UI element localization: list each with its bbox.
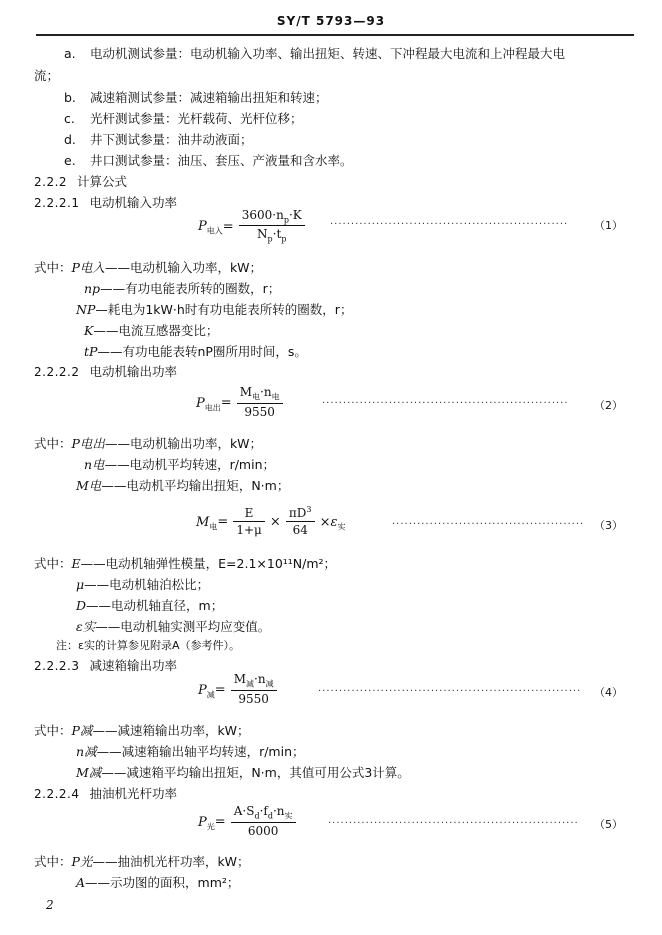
item-b [64,88,328,106]
eq1-leader: ························································· [330,219,569,230]
where1-row-2: NP—耗电为1kW·h时有功电能表所转的圈数，r； [76,302,353,317]
section-2-2-2-2: 2.2.2.2 电动机输出功率 [34,364,177,379]
item-b-label: b. [64,90,76,105]
where-label: 式中： [34,260,72,275]
equation-2: $P_{电出}=$ $\frac{M_电\cdot n_电}{9550}$ [196,385,283,419]
section-2-2-2-4: 2.2.2.4 抽油机光杆功率 [34,786,177,801]
item-b-text: 减速箱测试参量：减速箱输出扭矩和转速； [90,90,328,105]
where5-row-0: 式中：P光——抽油机光杆功率，kW； [34,854,250,869]
eq1-fraction: $\frac{3600\cdot n_p\cdot K}{N_p\cdot t_p}$ [239,208,305,244]
where1-row-4: tP——有功电能表转nP圈所用时间，s。 [84,344,307,359]
where1-row-1: np——有功电能表所转的圈数，r； [84,281,281,296]
section-2-2-2-3: 2.2.2.3 减速箱输出功率 [34,658,177,673]
equation-1: $P_{电入}=$ $\frac{3600\cdot n_p\cdot K}{N_p\cdot t_p}$ [198,208,305,244]
eq2-leader: ··························································· [322,398,569,409]
note-3: 注：ε实的计算参见附录A（参考件）。 [56,639,240,652]
item-c-text: 光杆测试参量：光杆载荷、光杆位移； [90,111,303,126]
where1-desc: ——电动机输入功率，kW； [104,260,263,275]
equation-4: $P_减=$ $\frac{M_减\cdot n_减}{9550}$ [198,672,277,706]
where2-row-2: M电——电动机平均输出扭矩，N·m； [76,478,290,493]
equation-5: $P_光=$ $\frac{A\cdot S_d\cdot f_d\cdot n_实}{6000}$ [198,804,296,838]
eq5-leader: ···························································· [328,818,579,829]
item-a-label: a. [64,46,76,61]
section-title: 电动机输入功率 [89,195,177,210]
section-2-2-2 [34,172,127,190]
eq1-number: （1） [594,219,623,232]
eq2-number: （2） [594,399,623,412]
where5-row-1: A——示功图的面积，mm²； [76,875,240,890]
where2-row-1: n电——电动机平均转速，r/min； [84,457,275,472]
item-d [64,130,253,148]
where4-row-2: M减——减速箱平均输出扭矩，N·m，其值可用公式3计算。 [76,765,410,780]
where3-row-2: D——电动机轴直径，m； [76,598,224,613]
item-e-label: e. [64,153,76,168]
where3-row-1: μ——电动机轴泊松比； [76,577,210,592]
where1-row-3: K——电流互感器变比； [84,323,219,338]
section-number: 2.2.2.1 [34,196,80,210]
item-d-label: d. [64,132,76,147]
page-number: 2 [46,898,54,912]
item-a [64,44,565,62]
eq4-leader: ······························································· [318,686,582,697]
eq3-number: （3） [594,519,623,532]
section-number: 2.2.2 [34,175,68,189]
where4-row-0: 式中：P减——减速箱输出功率，kW； [34,723,250,738]
where1-row-0 [34,258,262,276]
header-rule [36,34,634,36]
item-c-label: c. [64,111,75,126]
eq1-lhs: $P_{电入}$ [198,219,223,236]
eq4-number: （4） [594,686,623,699]
where3-row-3: ε实——电动机轴实测平均应变值。 [76,619,271,634]
item-d-text: 井下测试参量：油井动液面； [90,132,253,147]
where1-sym: P电入 [71,260,105,275]
eq3-leader: ·············································· [392,519,584,530]
item-a-text: 电动机测试参量：电动机输入功率、输出扭矩、转速、下冲程最大电流和上冲程最大电 [90,46,566,61]
section-2-2-2-1 [34,193,177,211]
item-c [64,109,303,127]
item-e-text: 井口测试参量：油压、套压、产液量和含水率。 [90,153,353,168]
item-e [64,151,353,169]
section-title: 计算公式 [77,174,128,189]
eq5-number: （5） [594,818,623,831]
item-a-cont: 流； [34,68,60,83]
page-header: SY/T 5793—93 [276,14,386,28]
where2-row-0: 式中：P电出——电动机输出功率，kW； [34,436,263,451]
where3-row-0: 式中：E——电动机轴弹性模量，E=2.1×10¹¹N/m²； [34,556,337,571]
equation-3: $M_电=$ $\frac{E}{1+\mu}$ × $\frac{\pi D^3}{64}$ $\times\varepsilon_实$ [196,505,346,537]
where4-row-1: n减——减速箱输出轴平均转速，r/min； [76,744,305,759]
